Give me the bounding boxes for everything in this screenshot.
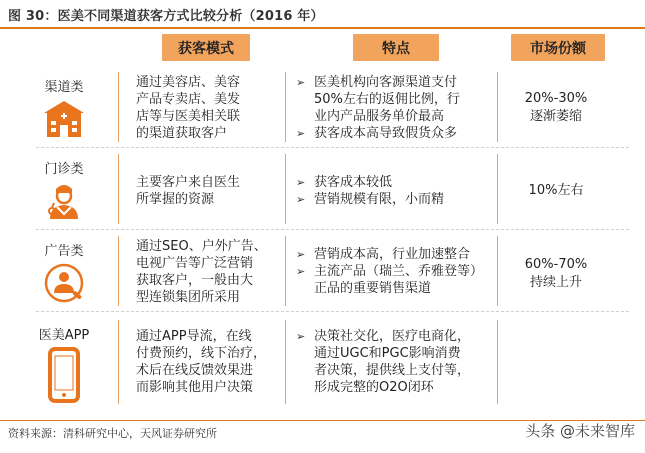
feature-item bbox=[296, 174, 496, 191]
column-divider bbox=[118, 72, 119, 142]
feature-item bbox=[296, 246, 496, 263]
share-line: 持续上升 bbox=[529, 275, 582, 290]
feature-line: 主流产品（瑞兰、乔雅登等） bbox=[314, 264, 484, 279]
column-divider bbox=[497, 154, 498, 224]
mode-line: 通过APP导流，在线 bbox=[136, 329, 252, 344]
feature-line: 获客成本高导致假货众多 bbox=[314, 126, 458, 141]
feature-cell bbox=[296, 174, 496, 208]
share-cell bbox=[500, 256, 612, 292]
mode-line: 的渠道获取客户 bbox=[136, 126, 228, 141]
mobile-phone-icon bbox=[44, 347, 84, 403]
feature-item bbox=[296, 125, 496, 142]
feature-line: 决策社交化，医疗电商化， bbox=[314, 329, 471, 344]
feature-line: 形成完整的O2O闭环 bbox=[314, 380, 434, 395]
watermark bbox=[525, 420, 635, 441]
bullet-arrow-icon: ➢ bbox=[296, 193, 306, 206]
feature-line: 正品的重要销售渠道 bbox=[314, 281, 432, 296]
mode-line: 产品专卖店、美发 bbox=[136, 92, 241, 107]
feature-item bbox=[296, 263, 496, 297]
bullet-arrow-icon: ➢ bbox=[296, 76, 306, 89]
table-row bbox=[0, 148, 645, 230]
column-divider bbox=[118, 320, 119, 404]
bullet-arrow-icon: ➢ bbox=[296, 176, 306, 189]
source-note: 资料来源：清科研究中心，天风证券研究所 bbox=[8, 427, 217, 440]
category-cell bbox=[26, 324, 102, 403]
mode-line: 付费预约，线下治疗， bbox=[136, 346, 267, 361]
feature-line: 医美机构向客源渠道支付 bbox=[314, 75, 458, 90]
category-label: 广告类 bbox=[44, 244, 84, 259]
feature-cell bbox=[296, 74, 496, 142]
mode-line: 店等与医美相关联 bbox=[136, 109, 241, 124]
feature-item bbox=[296, 191, 496, 208]
table-row bbox=[0, 66, 645, 148]
figure-title: 图 30：医美不同渠道获客方式比较分析（2016 年） bbox=[8, 9, 324, 24]
watermark-text: 头条 @未来智库 bbox=[525, 422, 635, 440]
mode-cell bbox=[136, 174, 286, 208]
table-row bbox=[0, 230, 645, 312]
doctor-icon bbox=[42, 181, 86, 221]
mode-cell bbox=[136, 74, 286, 142]
mode-line: 所掌握的资源 bbox=[136, 192, 215, 207]
mode-line: 通过美容店、美容 bbox=[136, 75, 241, 90]
mode-line: 通过SEO、户外广告、 bbox=[136, 239, 267, 254]
title-rule bbox=[0, 27, 645, 29]
column-divider bbox=[285, 154, 286, 224]
bullet-arrow-icon: ➢ bbox=[296, 248, 306, 261]
share-line: 逐渐萎缩 bbox=[529, 109, 582, 124]
share-cell bbox=[500, 90, 612, 126]
column-divider bbox=[118, 236, 119, 306]
table-row bbox=[0, 312, 645, 412]
share-cell bbox=[500, 182, 612, 200]
mode-cell bbox=[136, 238, 286, 306]
column-divider bbox=[497, 320, 498, 404]
mode-line: 型连锁集团所采用 bbox=[136, 290, 241, 305]
category-label: 医美APP bbox=[38, 328, 90, 343]
header-mode: 获客模式 bbox=[162, 34, 250, 61]
feature-item bbox=[296, 328, 496, 396]
mode-line: 电视广告等广泛营销 bbox=[136, 256, 254, 271]
mode-line: 获取客户，一般由大 bbox=[136, 273, 254, 288]
mode-line: 而影响其他用户决策 bbox=[136, 380, 254, 395]
bullet-arrow-icon: ➢ bbox=[296, 265, 306, 278]
feature-line: 通过UGC和PGC影响消费 bbox=[314, 346, 461, 361]
column-divider bbox=[285, 72, 286, 142]
column-divider bbox=[497, 72, 498, 142]
mode-cell bbox=[136, 328, 286, 396]
category-cell bbox=[26, 240, 102, 303]
feature-cell bbox=[296, 328, 496, 396]
mode-line: 主要客户来自医生 bbox=[136, 175, 241, 190]
column-divider bbox=[118, 154, 119, 224]
category-cell bbox=[26, 158, 102, 221]
hospital-building-icon bbox=[42, 99, 86, 139]
feature-line: 营销成本高，行业加速整合 bbox=[314, 247, 471, 262]
feature-line: 业内产品服务单价最高 bbox=[314, 109, 445, 124]
share-line: 20%-30% bbox=[524, 91, 588, 106]
feature-line: 营销规模有限，小而精 bbox=[314, 192, 445, 207]
category-label: 门诊类 bbox=[44, 162, 84, 177]
advertising-person-icon bbox=[42, 263, 86, 303]
column-divider bbox=[497, 236, 498, 306]
bullet-arrow-icon: ➢ bbox=[296, 127, 306, 140]
mode-line: 术后在线反馈效果进 bbox=[136, 363, 254, 378]
header-share: 市场份额 bbox=[511, 34, 605, 61]
feature-line: 50%左右的返佣比例，行 bbox=[314, 92, 460, 107]
share-line: 10%左右 bbox=[528, 183, 584, 198]
header-feature: 特点 bbox=[353, 34, 439, 61]
column-divider bbox=[285, 236, 286, 306]
feature-item bbox=[296, 74, 496, 125]
share-line: 60%-70% bbox=[524, 257, 588, 272]
category-label: 渠道类 bbox=[44, 80, 84, 95]
bullet-arrow-icon: ➢ bbox=[296, 330, 306, 343]
category-cell bbox=[26, 76, 102, 139]
feature-cell bbox=[296, 246, 496, 297]
feature-line: 获客成本较低 bbox=[314, 175, 393, 190]
feature-line: 者决策，提供线上支付等， bbox=[314, 363, 471, 378]
column-divider bbox=[285, 320, 286, 404]
